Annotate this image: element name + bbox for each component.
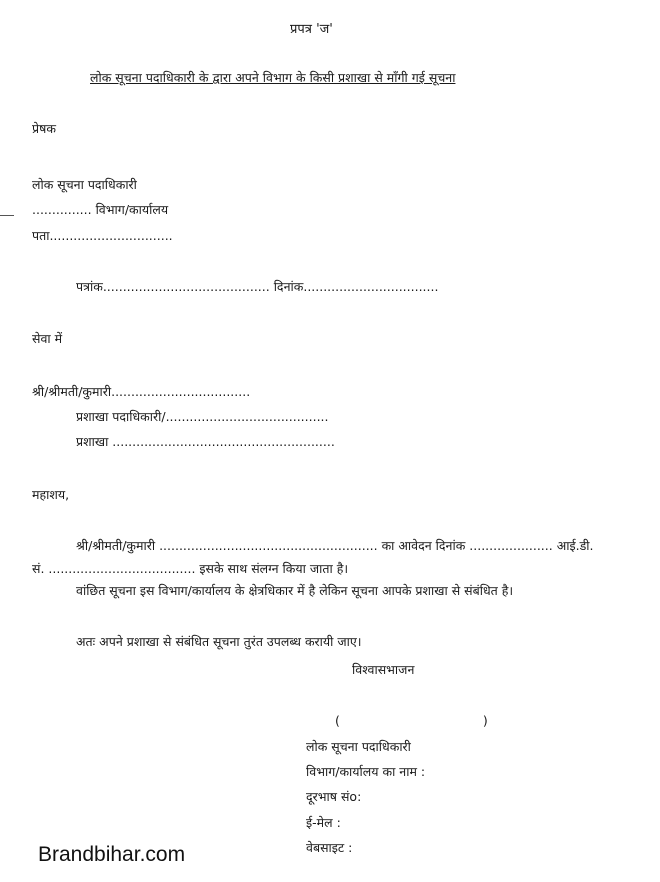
sender-designation: लोक सूचना पदाधिकारी bbox=[32, 177, 137, 192]
recipient-designation: प्रशाखा पदाधिकारी/......................................... bbox=[76, 409, 329, 424]
reference-line: पत्रांक.......................................... दिनांक.................................. bbox=[76, 279, 439, 294]
signatory-department: विभाग/कार्यालय का नाम : bbox=[306, 764, 426, 779]
signatory-designation: लोक सूचना पदाधिकारी bbox=[306, 739, 411, 754]
margin-mark bbox=[0, 215, 14, 216]
to-label: सेवा में bbox=[32, 331, 63, 346]
signatory-website: वेबसाइट : bbox=[306, 840, 353, 855]
form-title: प्रपत्र 'ज' bbox=[290, 22, 333, 37]
signatory-phone: दूरभाष संo: bbox=[306, 789, 362, 804]
signatory-email: ई-मेल : bbox=[306, 815, 341, 830]
recipient-section: प्रशाखा ........................................................ bbox=[76, 434, 335, 449]
application-line-2: सं. ..................................... इसके साथ संलग्न किया जाता है। bbox=[32, 561, 349, 576]
jurisdiction-paragraph: वांछित सूचना इस विभाग/कार्यालय के क्षेत्रधिकार में है लेकिन सूचना आपके प्रशाखा से संबंधित है। bbox=[76, 583, 514, 598]
form-heading: लोक सूचना पदाधिकारी के द्वारा अपने विभाग के किसी प्रशाखा से माँगी गई सूचना bbox=[90, 70, 456, 85]
sender-label: प्रेषक bbox=[32, 121, 56, 136]
sender-address: पता............................... bbox=[32, 228, 173, 243]
signature-parentheses: ( ) bbox=[335, 713, 488, 728]
salutation: महाशय, bbox=[32, 487, 70, 502]
sender-department: ............... विभाग/कार्यालय bbox=[32, 202, 169, 217]
recipient-name: श्री/श्रीमती/कुमारी................................... bbox=[32, 384, 251, 399]
request-paragraph: अतः अपने प्रशाखा से संबंधित सूचना तुरंत उपलब्ध करायी जाए। bbox=[76, 634, 362, 649]
closing: विश्वासभाजन bbox=[352, 662, 415, 677]
application-line-1: श्री/श्रीमती/कुमारी ....................................................... का आवेदन दिनांक ..................... आई.डी. bbox=[76, 538, 594, 553]
site-watermark: Brandbihar.com bbox=[38, 843, 186, 866]
